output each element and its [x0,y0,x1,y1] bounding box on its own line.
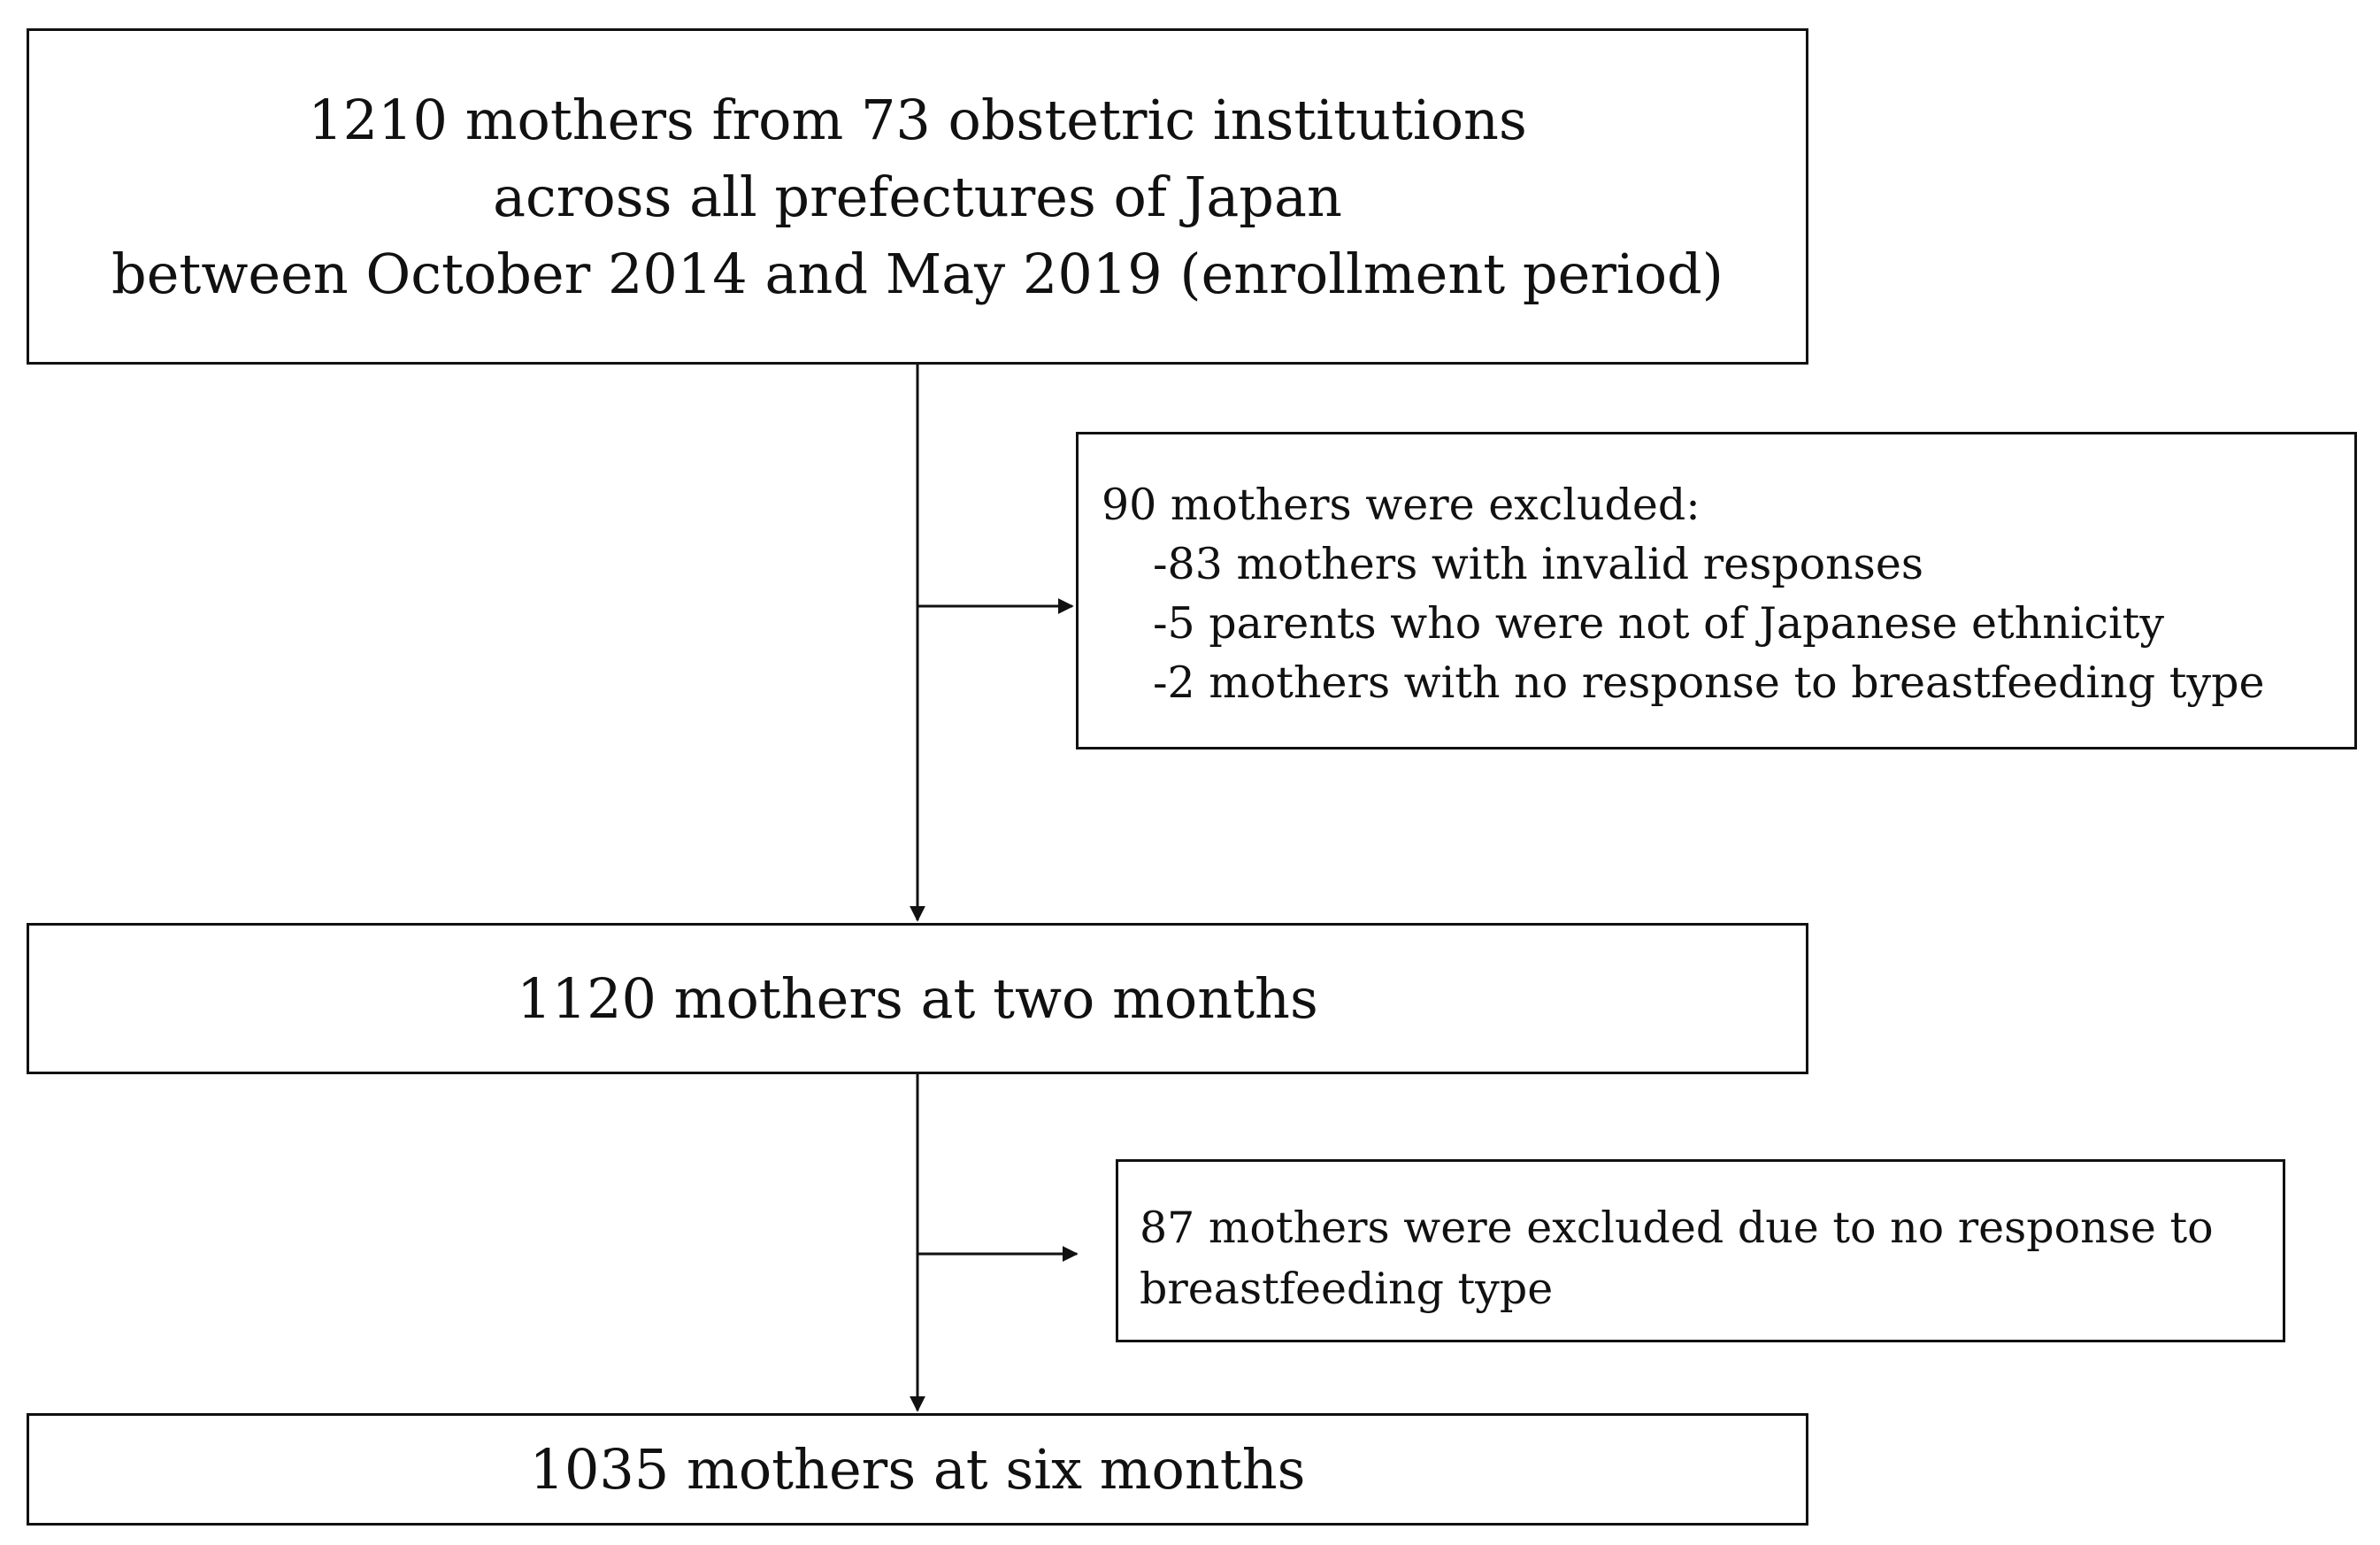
exclusion-box-first [1076,432,2357,749]
exclusion-item: -5 parents who were not of Japanese ethnicity [1153,598,2165,649]
six-months-label: 1035 mothers at six months [529,1437,1306,1502]
enrolled-line: between October 2014 and May 2019 (enrollment period) [111,241,1724,306]
six-months-box [27,1413,1808,1526]
enrolled-line: across all prefectures of Japan [493,164,1342,229]
enrolled-line: 1210 mothers from 73 obstetric institutions [308,87,1527,152]
exclusion-line: breastfeeding type [1140,1264,1554,1314]
exclusion-box-second [1116,1159,2285,1342]
enrolled-mothers-box [27,28,1808,365]
exclusion-item: -83 mothers with invalid responses [1153,539,1923,589]
exclusion-line: 87 mothers were excluded due to no response to [1140,1203,2214,1253]
two-months-label: 1120 mothers at two months [517,966,1318,1031]
exclusion-heading: 90 mothers were excluded: [1102,480,1701,530]
exclusion-item: -2 mothers with no response to breastfeeding type [1153,657,2265,708]
two-months-box [27,923,1808,1074]
